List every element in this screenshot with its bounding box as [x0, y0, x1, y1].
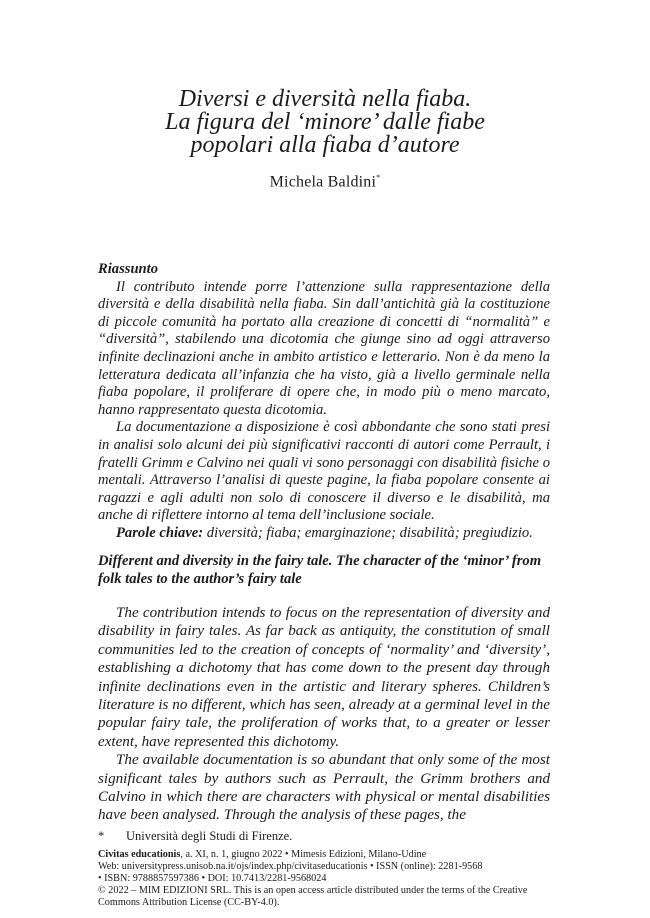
journal-name: Civitas educationis: [98, 849, 181, 860]
imprint-line-3: • ISBN: 9788857597386 • DOI: 10.7413/2281-9568024: [98, 873, 327, 885]
riassunto-heading: Riassunto: [98, 261, 159, 277]
author-name: Michela Baldini: [269, 173, 377, 191]
article-title-line-1: Diversi e diversità nella fiaba.: [178, 86, 472, 112]
keywords-line: [98, 525, 550, 543]
english-abstract: [98, 604, 550, 825]
publication-imprint: [98, 849, 568, 909]
affiliation-footnote: [98, 829, 292, 844]
english-paragraph-2: The available documentation is so abundant that only some of the most significant tales by authors such as Perrault, the Grimm brothers and Calvino in which there are characters with physical or mental disabilities have been analysed. Through the analysis of these pages, the: [98, 752, 550, 824]
article-title-line-3: popolari alla fiaba d’autore: [190, 132, 460, 158]
imprint-line-2: Web: universitypress.unisob.na.it/ojs/index.php/civitaseducationis • ISSN (online): 2281-9568: [98, 861, 483, 873]
author-line: [0, 173, 650, 191]
keywords-text: diversità; fiaba; emarginazione; disabilità; pregiudizio.: [206, 524, 533, 541]
keywords-label: Parole chiave:: [116, 524, 204, 541]
english-title: Different and diversity in the fairy tale. The character of the ‘minor’ from folk tales to the author’s fairy tale: [98, 553, 542, 587]
footnote-text: Università degli Studi di Firenze.: [126, 829, 293, 843]
imprint-issue-info: , a. XI, n. 1, giugno 2022 • Mimesis Edizioni, Milano-Udine: [180, 849, 427, 860]
riassunto-paragraph-2: La documentazione a disposizione è così abbondante che sono stati presi in analisi solo alcuni dei più significativi racconti di autori come Perrault, i fratelli Grimm e Calvino nei quali vi sono personaggi con disabilità fisiche o mentali. Attraverso l’analisi di queste pagine, la fiaba popolare consente ai ragazzi e agli adulti non solo di conoscere il diverso e le disabilità, ma anche di riflettere intorno al tema dell’inclusione sociale.: [98, 419, 550, 524]
riassunto-paragraph-1: Il contributo intende porre l’attenzione sulla rappresentazione della diversità e della disabilità nella fiaba. Sin dall’antichità già la costituzione di piccole comunità ha portato alla creazione di concetti di “normalità” e “diversità”, stabilendo una dicotomia che giunge sino ad oggi attraverso infinite declinazioni anche in ambito artistico e letterario. Non è da meno la letteratura dedicata all’infanzia che ha visto, già a livello germinale nella fiaba popolare, il proliferare di opere che, in modo più o meno marcato, hanno rappresentato questa dicotomia.: [98, 278, 550, 418]
author-footnote-mark: *: [376, 173, 381, 182]
riassunto-section: [98, 261, 550, 543]
imprint-line-1: [98, 849, 568, 861]
imprint-license: © 2022 – MIM EDIZIONI SRL. This is an open access article distributed under the terms of the Creative Commons Attribution License (CC-BY-4.0).: [98, 885, 528, 909]
article-title-block: [0, 88, 650, 191]
article-title-line-2: La figura del ‘minore’ dalle fiabe: [165, 109, 485, 135]
footnote-mark: *: [98, 829, 105, 843]
english-paragraph-1: The contribution intends to focus on the representation of diversity and disability in fairy tales. As far back as antiquity, the constitution of small communities led to the creation of concepts of ‘normality’ and ‘diversity’, establishing a dichotomy that has come down to the present day through infinite declinations even in the artistic and literary spheres. Children’s literature is no different, which has seen, already at a germinal level in the popular fairy tale, the proliferation of works that, to a greater or lesser extent, have represented this dichotomy.: [98, 605, 550, 750]
